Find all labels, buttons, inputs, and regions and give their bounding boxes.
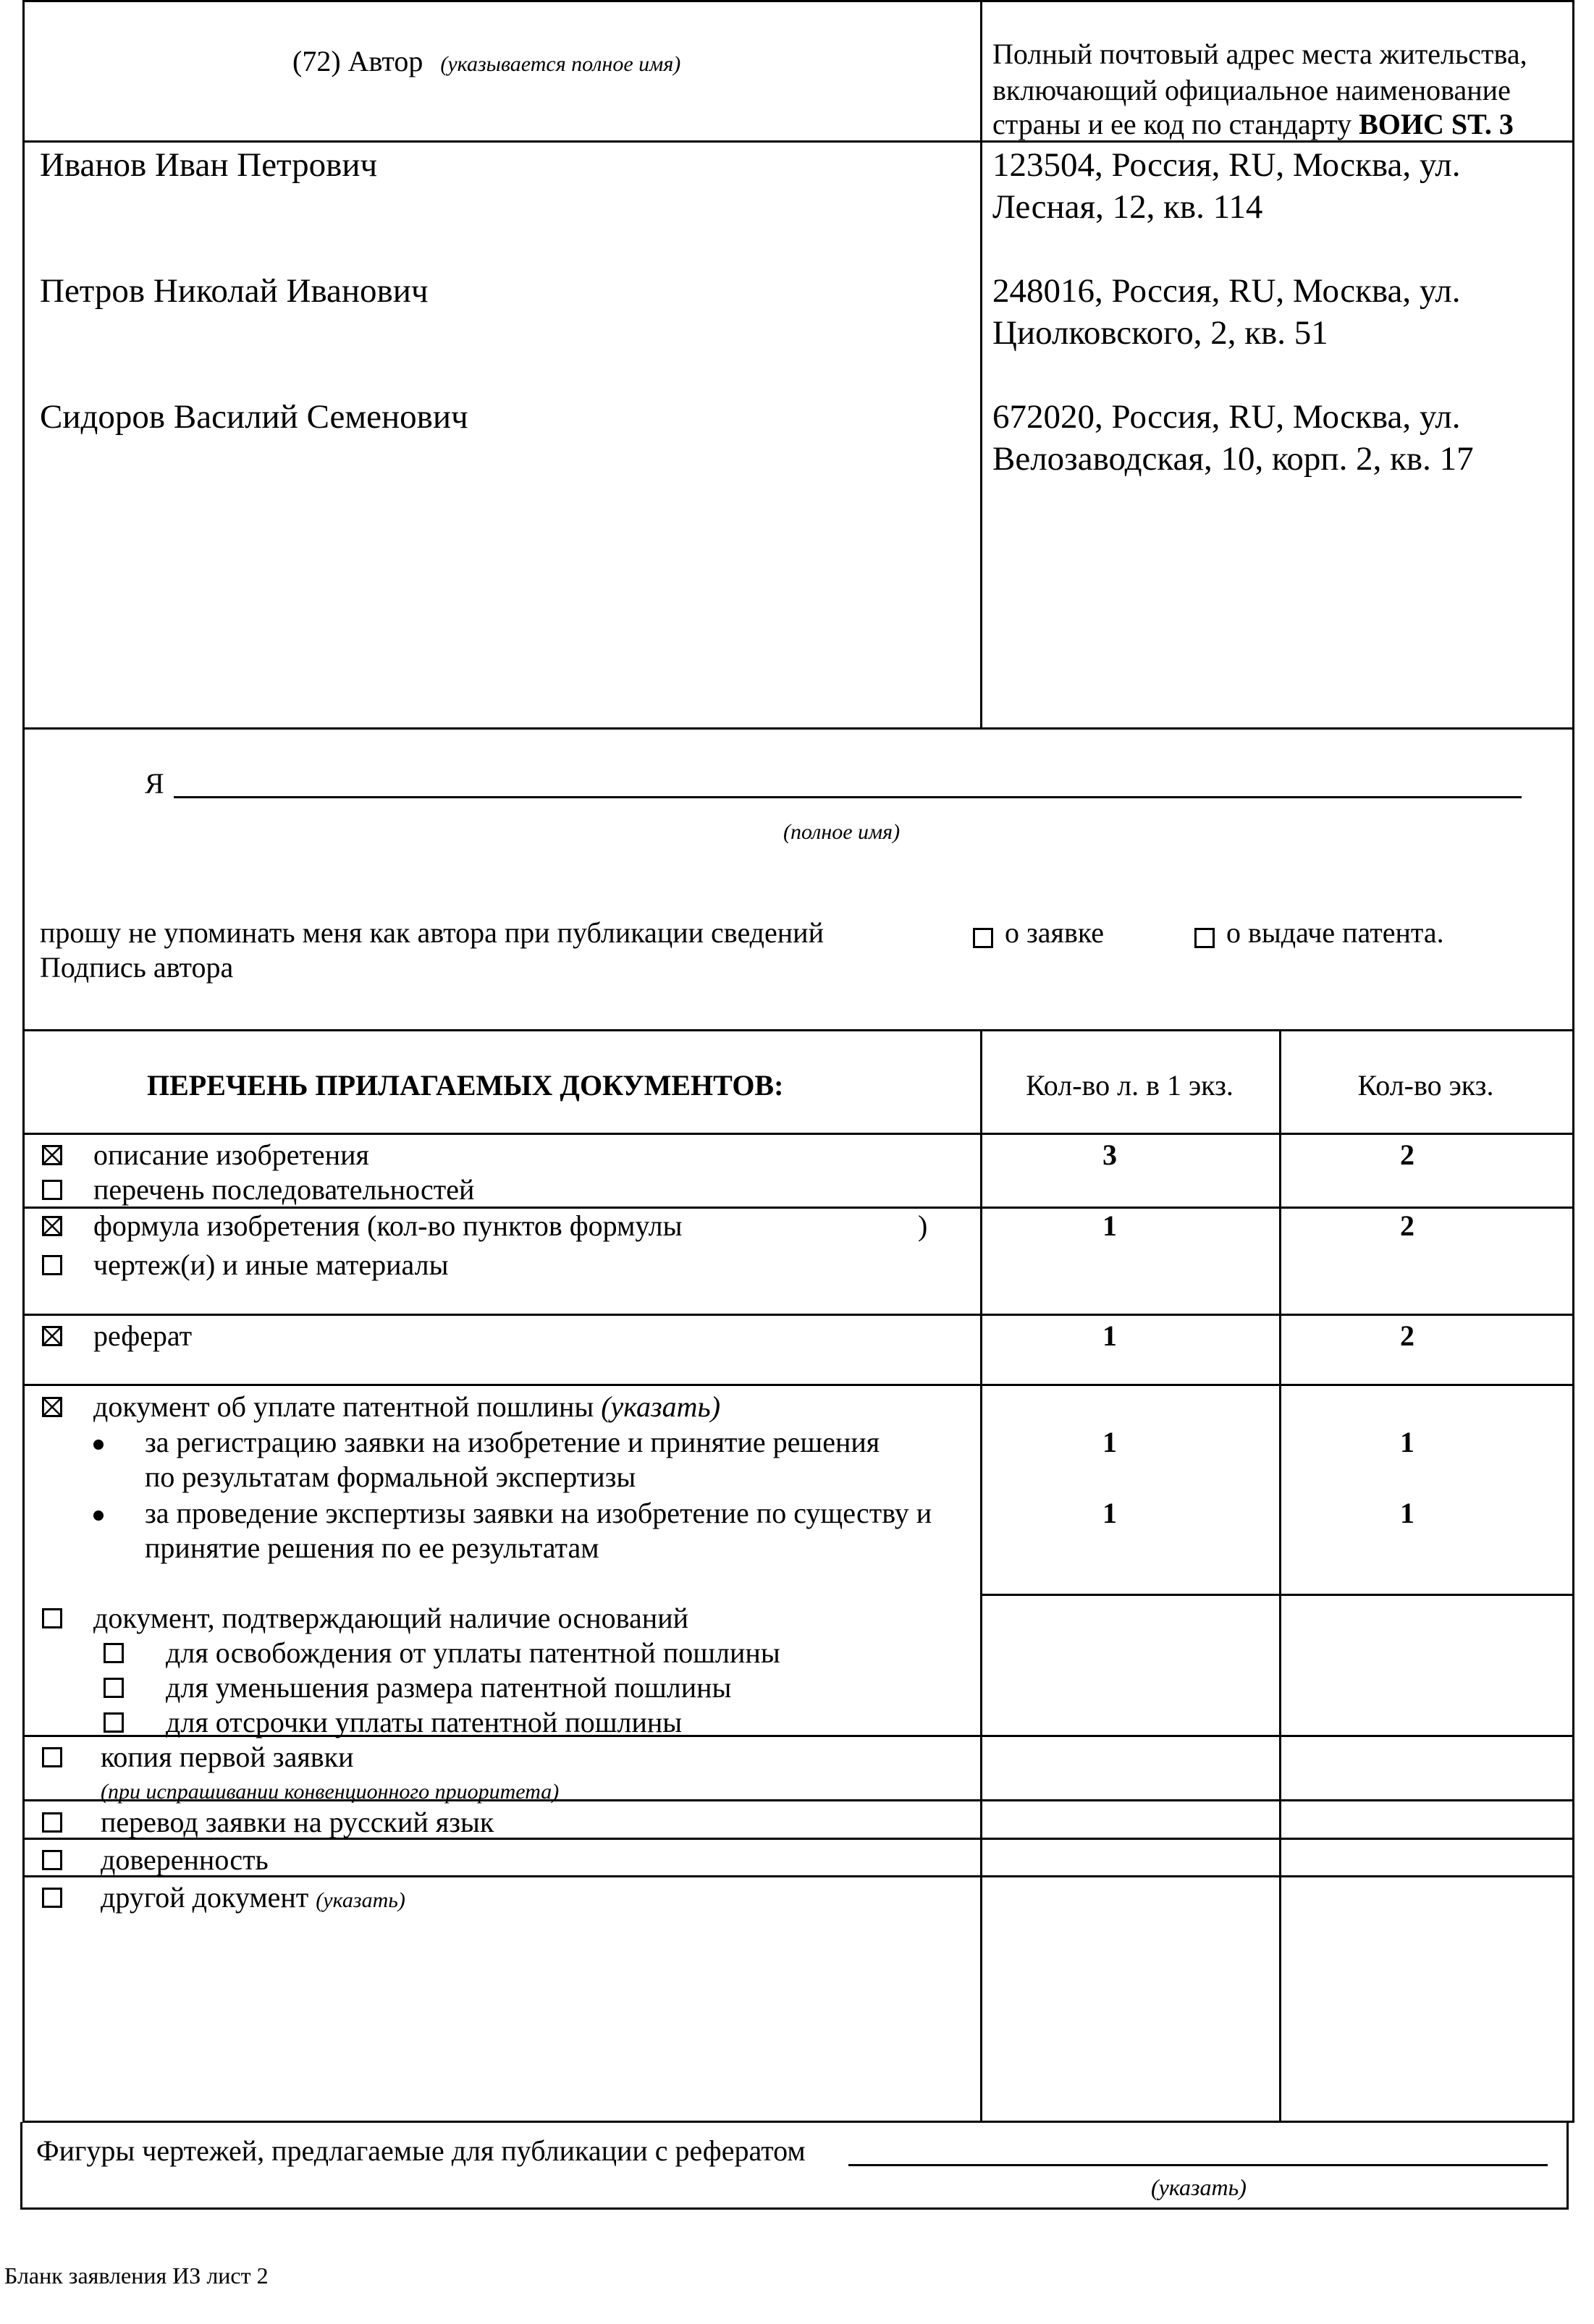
fee-bullet1-line2: по результатам формальной экспертизы <box>145 1461 636 1493</box>
fee-bullet2-line1: за проведение экспертизы заявки на изобретение по существу и <box>145 1497 932 1529</box>
abstract-pages: 1 <box>1102 1319 1117 1352</box>
author-address-3-line1: 672020, Россия, RU, Москва, ул. <box>992 398 1461 436</box>
wipo-standard: ВОИС ST. 3 <box>1359 108 1514 140</box>
bullet-icon <box>93 1510 104 1521</box>
grounds-reduce-checkbox[interactable] <box>104 1678 124 1698</box>
i-label: Я <box>145 767 164 800</box>
author-address-1-line1: 123504, Россия, RU, Москва, ул. <box>992 146 1461 184</box>
fee-bullet1-pages: 1 <box>1102 1426 1117 1458</box>
translation-checkbox[interactable] <box>42 1812 62 1833</box>
description-pages: 3 <box>1102 1138 1117 1171</box>
other-document-hint: (указать) <box>316 1888 405 1912</box>
fee-bullet1-copies: 1 <box>1400 1426 1414 1458</box>
description-checkbox[interactable] <box>42 1145 62 1165</box>
checked-cross-icon <box>44 1399 60 1415</box>
fee-bullet2-copies: 1 <box>1400 1497 1414 1529</box>
col-copies-header: Кол-во экз. <box>1357 1069 1494 1102</box>
fee-bullet2-pages: 1 <box>1102 1497 1117 1529</box>
drawings-checkbox[interactable] <box>42 1255 62 1275</box>
drawings-label: чертеж(и) и иные материалы <box>93 1248 449 1281</box>
figures-hint: (указать) <box>1151 2174 1247 2200</box>
grounds-exempt-checkbox[interactable] <box>104 1643 124 1663</box>
documents-title: ПЕРЕЧЕНЬ ПРИЛАГАЕМЫХ ДОКУМЕНТОВ: <box>147 1069 784 1102</box>
full-name-hint: (полное имя) <box>783 820 901 844</box>
grounds-sub2: для уменьшения размера патентной пошлины <box>166 1671 732 1704</box>
priority-copy-label: копия первой заявки <box>101 1741 354 1773</box>
claims-copies: 2 <box>1400 1209 1414 1242</box>
claims-pages: 1 <box>1102 1209 1117 1242</box>
sequences-checkbox[interactable] <box>42 1180 62 1200</box>
checked-cross-icon <box>44 1328 60 1344</box>
checked-cross-icon <box>44 1147 60 1163</box>
application-checkbox[interactable] <box>973 928 993 948</box>
address-header-line2: включающий официальное наименование <box>992 74 1511 106</box>
col-pages-header: Кол-во л. в 1 экз. <box>1026 1069 1234 1102</box>
form-footer: Бланк заявления ИЗ лист 2 <box>4 2262 269 2289</box>
author-address-1-line2: Лесная, 12, кв. 114 <box>992 188 1263 226</box>
author-code-label <box>292 44 680 82</box>
signature-label: Подпись автора <box>40 951 234 984</box>
author-name-1: Иванов Иван Петрович <box>40 146 378 184</box>
fee-checkbox[interactable] <box>42 1397 62 1417</box>
address-header-line1: Полный почтовый адрес места жительства, <box>992 38 1527 70</box>
abstract-label: реферат <box>93 1319 193 1352</box>
abstract-checkbox[interactable] <box>42 1326 62 1346</box>
option-patent: о выдаче патента. <box>1226 916 1444 949</box>
priority-copy-checkbox[interactable] <box>42 1747 62 1767</box>
sequences-label: перечень последовательностей <box>93 1173 475 1206</box>
fee-bullet1-line1: за регистрацию заявки на изобретение и принятие решения <box>145 1426 880 1458</box>
author-address-2-line1: 248016, Россия, RU, Москва, ул. <box>992 272 1461 310</box>
checked-cross-icon <box>44 1218 60 1234</box>
figures-label: Фигуры чертежей, предлагаемые для публикации с рефератом <box>36 2134 806 2167</box>
figures-field[interactable] <box>848 2164 1548 2166</box>
author-address-2-line2: Циолковского, 2, кв. 51 <box>992 314 1328 352</box>
abstract-copies: 2 <box>1400 1319 1414 1352</box>
author-name-2: Петров Николай Иванович <box>40 272 429 310</box>
bullet-icon <box>93 1440 104 1450</box>
power-of-attorney-label: доверенность <box>101 1843 269 1876</box>
author-code: (72) Автор <box>292 45 423 77</box>
claims-checkbox[interactable] <box>42 1216 62 1236</box>
author-hint: (указывается полное имя) <box>440 52 681 76</box>
other-document-label: другой документ (указать) <box>101 1881 405 1914</box>
author-address-3-line2: Велозаводская, 10, корп. 2, кв. 17 <box>992 440 1474 478</box>
other-document-checkbox[interactable] <box>42 1888 62 1908</box>
claims-label: формула изобретения (кол-во пунктов формулы <box>93 1209 683 1242</box>
fee-hint: (указать) <box>601 1390 721 1423</box>
grounds-sub3: для отсрочки уплаты патентной пошлины <box>166 1706 683 1738</box>
grounds-checkbox[interactable] <box>42 1608 62 1628</box>
translation-label: перевод заявки на русский язык <box>101 1806 494 1838</box>
fee-label: документ об уплате патентной пошлины (указать) <box>93 1390 721 1423</box>
power-of-attorney-checkbox[interactable] <box>42 1850 62 1870</box>
author-name-3: Сидоров Василий Семенович <box>40 398 468 436</box>
option-application: о заявке <box>1005 916 1105 949</box>
patent-checkbox[interactable] <box>1194 928 1215 948</box>
description-copies: 2 <box>1400 1138 1414 1171</box>
claims-close-paren: ) <box>918 1209 928 1242</box>
grounds-defer-checkbox[interactable] <box>104 1712 124 1733</box>
description-label: описание изобретения <box>93 1138 369 1171</box>
priority-copy-hint: (при испрашивании конвенционного приоритета) <box>101 1780 560 1804</box>
fee-bullet2-line2: принятие решения по ее результатам <box>145 1531 599 1564</box>
grounds-label: документ, подтверждающий наличие оснований <box>93 1602 689 1634</box>
address-header-line3: страны и ее код по стандарту ВОИС ST. 3 <box>992 108 1514 140</box>
full-name-field[interactable] <box>174 796 1522 798</box>
request-text: прошу не упоминать меня как автора при публикации сведений <box>40 916 824 949</box>
grounds-sub1: для освобождения от уплаты патентной пошлины <box>166 1636 780 1669</box>
